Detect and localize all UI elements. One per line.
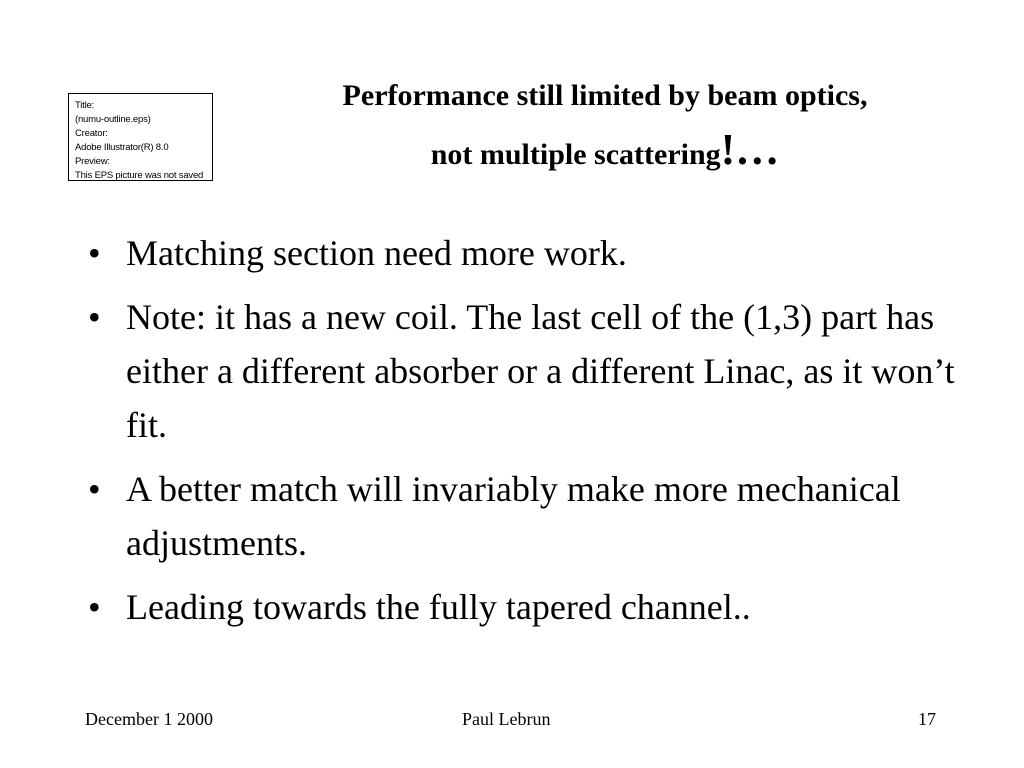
eps-line: Title: — [75, 100, 95, 111]
bullet-item — [88, 226, 968, 280]
slide-title — [240, 78, 970, 175]
title-exclamation: !… — [720, 125, 780, 174]
title-line-2 — [240, 125, 970, 175]
eps-line: Adobe Illustrator(R) 8.0 — [75, 142, 169, 153]
bullet-text: Leading towards the fully tapered channel.. — [126, 587, 751, 627]
footer-page-number: 17 — [918, 709, 936, 729]
bullet-text: A better match will invariably make more mechanical adjustments. — [126, 469, 901, 563]
bullet-item — [88, 580, 968, 634]
footer-author: Paul Lebrun — [462, 709, 551, 729]
bullet-marker: • — [88, 233, 101, 273]
bullet-text: Matching section need more work. — [126, 233, 627, 273]
bullet-item — [88, 290, 968, 452]
footer-date: December 1 2000 — [85, 709, 213, 729]
eps-line: Preview: — [75, 156, 110, 167]
bullet-marker: • — [88, 469, 101, 509]
bullet-marker: • — [88, 297, 101, 337]
title-line-1: Performance still limited by beam optics, — [342, 79, 868, 112]
eps-image-placeholder — [68, 93, 213, 181]
bullet-marker: • — [88, 587, 101, 627]
eps-line: This EPS picture was not saved — [75, 170, 204, 181]
bullet-item — [88, 462, 968, 570]
eps-line: Creator: — [75, 128, 108, 139]
title-line-2-text: not multiple scattering — [430, 138, 721, 171]
bullet-text: Note: it has a new coil. The last cell of the (1,3) part has either a different absorber or a different Linac, as it won’t fit. — [126, 297, 955, 445]
eps-line: (numu-outline.eps) — [75, 114, 151, 125]
bullet-list — [88, 226, 968, 644]
